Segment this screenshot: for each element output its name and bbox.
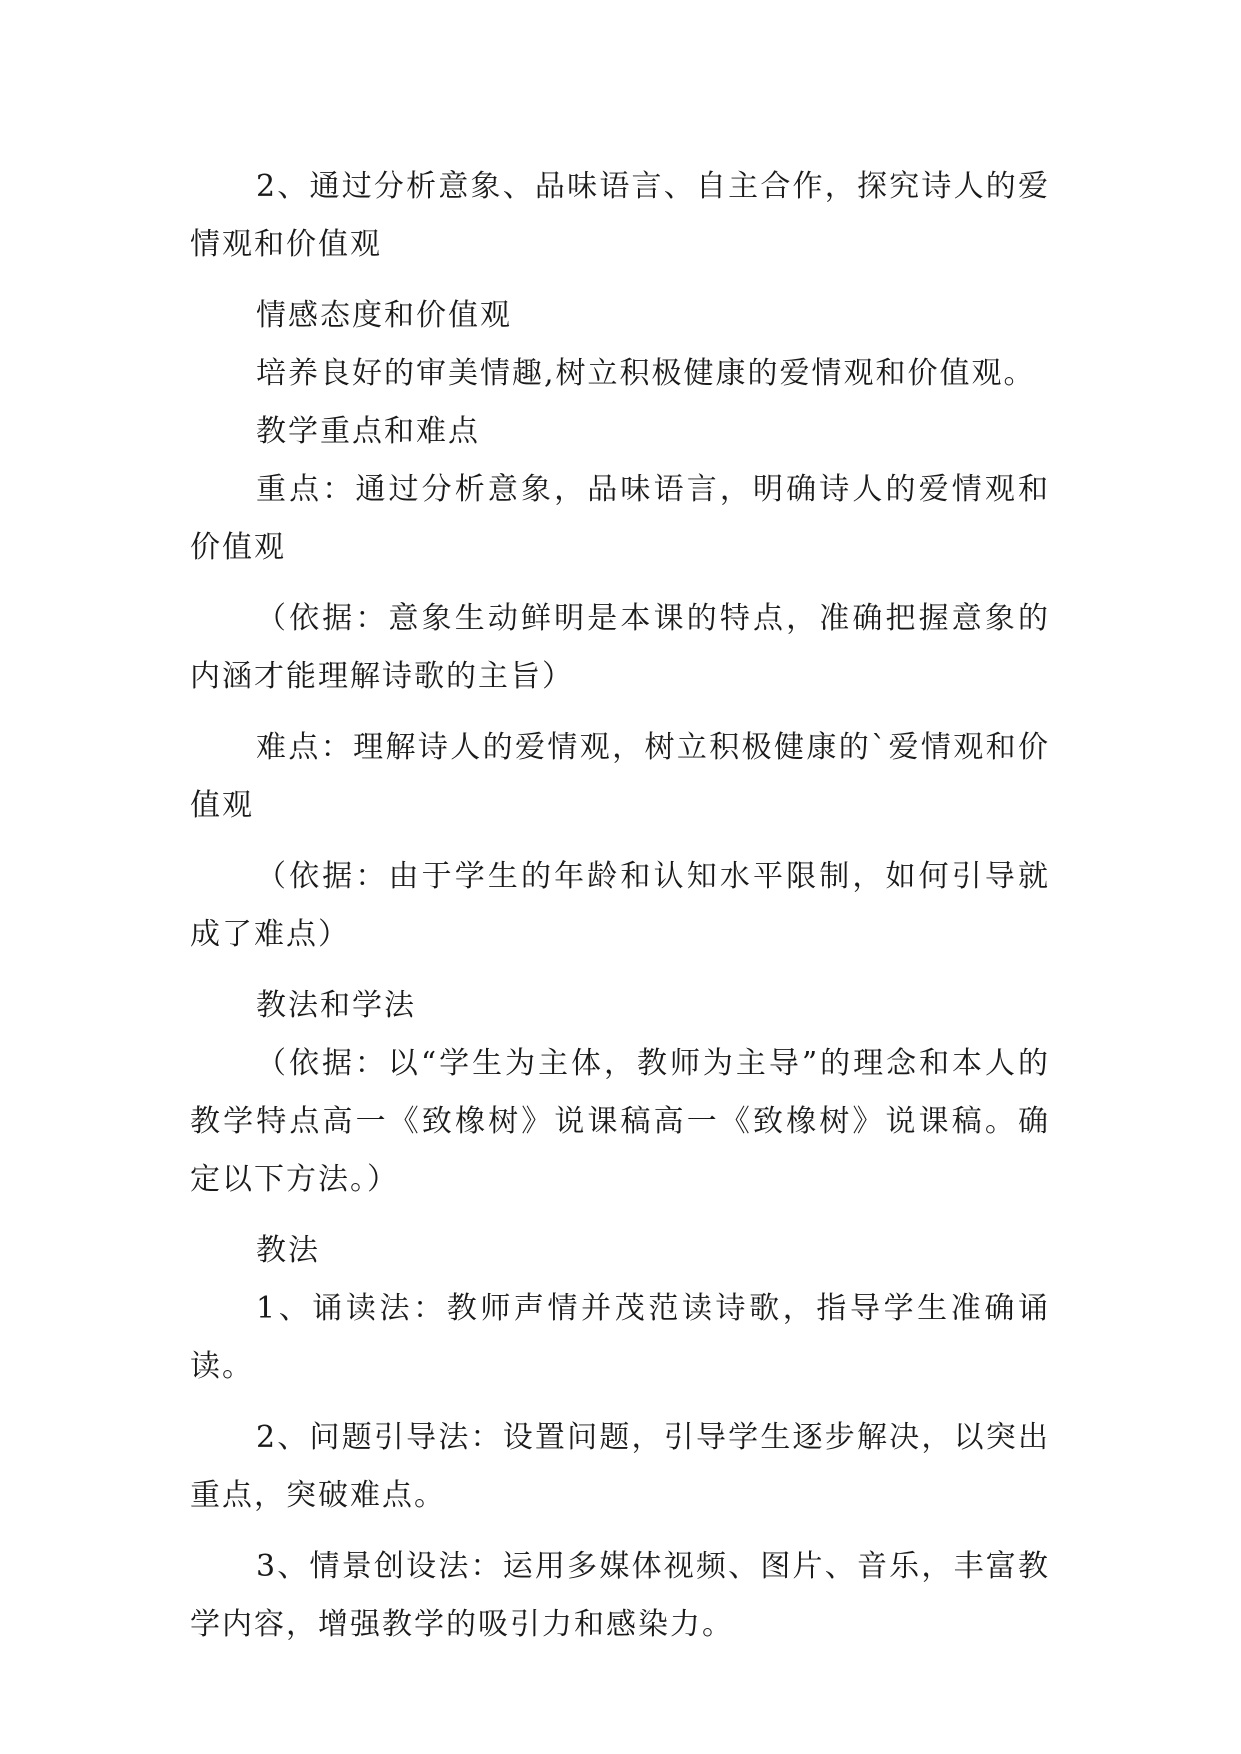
methods-basis-paragraph: （依据：以“学生为主体，教师为主导”的理念和本人的教学特点高一《致橡树》说课稿高一《致橡树》说课稿。确定以下方法。）: [190, 1046, 1050, 1197]
difficult-point-paragraph: 难点：理解诗人的爱情观，树立积极健康的`爱情观和价值观: [190, 730, 1050, 823]
method-3-paragraph: 3、情景创设法：运用多媒体视频、图片、音乐，丰富教学内容，增强教学的吸引力和感染力。: [190, 1549, 1050, 1642]
method-2-paragraph: 2、问题引导法：设置问题，引导学生逐步解决，以突出重点，突破难点。: [190, 1420, 1050, 1513]
section-heading-teaching-methods: 教法: [256, 1233, 320, 1268]
emotion-values-paragraph: 培养良好的审美情趣,树立积极健康的爱情观和价值观。: [256, 356, 1036, 391]
difficult-point-basis-paragraph: （依据：由于学生的年龄和认知水平限制，如何引导就成了难点）: [190, 859, 1050, 952]
method-1-paragraph: 1、诵读法：教师声情并茂范读诗歌，指导学生准确诵读。: [190, 1291, 1050, 1384]
section-heading-emotion-values: 情感态度和价值观: [256, 298, 512, 333]
key-point-paragraph: 重点：通过分析意象，品味语言，明确诗人的爱情观和价值观: [190, 472, 1050, 565]
objective-2-paragraph: 2、通过分析意象、品味语言、自主合作，探究诗人的爱情观和价值观: [190, 169, 1050, 262]
document-body: [190, 158, 1050, 1667]
key-point-basis-paragraph: （依据：意象生动鲜明是本课的特点，准确把握意象的内涵才能理解诗歌的主旨）: [190, 601, 1050, 694]
section-heading-key-difficult-points: 教学重点和难点: [256, 414, 480, 449]
section-heading-teaching-learning-methods: 教法和学法: [256, 988, 416, 1023]
